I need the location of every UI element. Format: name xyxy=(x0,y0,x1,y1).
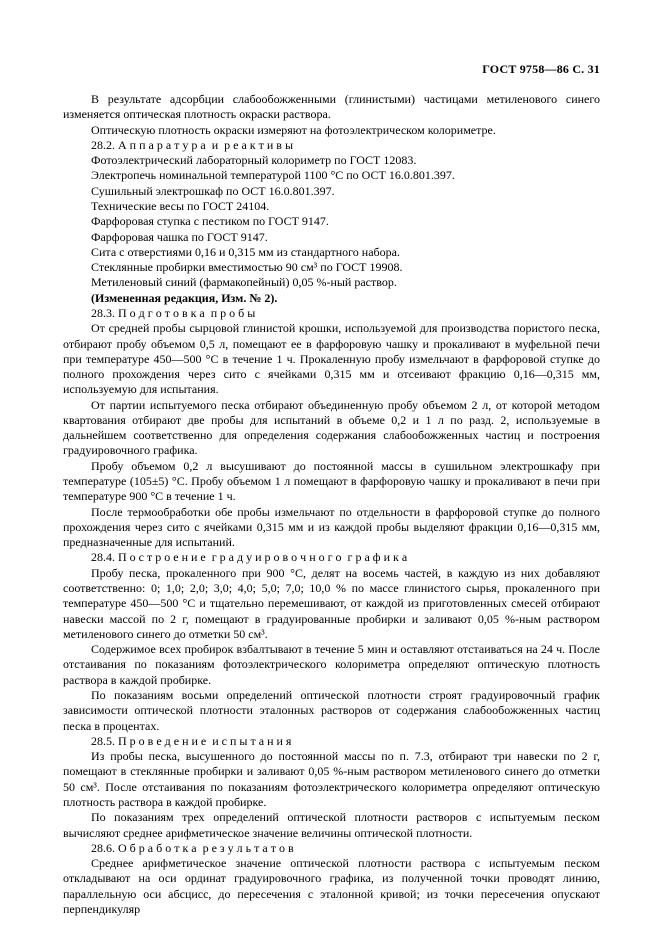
paragraph: Фотоэлектрический лабораторный колориметр по ГОСТ 12083. xyxy=(91,153,417,168)
paragraph: Оптическую плотность окраски измеряют на фотоэлектрическом колориметре. xyxy=(91,122,496,137)
paragraph: Содержимое всех пробирок взбалтывают в течение 5 мин и оставляют отстаиваться на 24 ч. После отстаивания по показаниям фотоэлектрического колориметра определяют оптическую плотность раствора в каждой пробирке. xyxy=(63,642,600,687)
section-heading: 28.5. П р о в е д е н и е и с п ы т а н и я xyxy=(91,733,292,748)
paragraph: От средней пробы сырцовой глинистой крошки, используемой для производства пористого песка, отбирают пробу объемом 0,5 л, помещают ее в фарфоровую чашку и прокаливают в муфельной печи при температуре 450—500 °С в течение 1 ч. Прокаленную пробу измельчают в фарфоровой ступке до полного прохождения через сито с ячейками 0,315 мм и отсеивают фракцию 0,16—0,315 мм, используемую для испытания. xyxy=(63,321,600,397)
paragraph: Пробу песка, прокаленного при 900 °С, делят на восемь частей, в каждую из них добавляют соответственно: 0; 1,0; 2,0; 3,0; 4,0; 5,0; 7,0; 10,0 % по массе глинистого сырья, прокаленного при температуре 450—500 °С и тщательно перемешивают, от каждой из приготовленных смесей отбирают навески массой по 2 г, помещают в градуированные пробирки и заливают 0,05 %-ным раствором метиленового синего до отметки 50 см³. xyxy=(63,565,600,641)
paragraph: После термообработки обе пробы измельчают по отдельности в фарфоровой ступке до полного прохождения через сито с ячейками 0,315 мм и из каждой пробы выделяют фракции 0,16—0,315 мм, предназначенные для испытаний. xyxy=(63,504,600,550)
paragraph: Метиленовый синий (фармакопейный) 0,05 %-ный раствор. xyxy=(91,275,397,290)
paragraph: Технические весы по ГОСТ 24104. xyxy=(91,198,270,213)
paragraph: Стеклянные пробирки вместимостью 90 см³ по ГОСТ 19908. xyxy=(91,260,403,275)
paragraph: Фарфоровая чашка по ГОСТ 9147. xyxy=(91,229,268,244)
paragraph: В результате адсорбции слабообожженными (глинистыми) частицами метиленового синего изменяется оптическая плотность окраски раствора. xyxy=(63,92,600,122)
paragraph: Из пробы песка, высушенного до постоянной массы по п. 7.3, отбирают три навески по 2 г, помещают в стеклянные пробирки и заливают 0,05 %-ным раствором метиленового синего до отметки 50 см³. После отстаивания по показаниям фотоэлектрического колориметра определяют оптическую плотность раствора в каждой пробирке. xyxy=(63,749,600,809)
paragraph: От партии испытуемого песка отбирают объединенную пробу объемом 2 л, от которой методом квартования отбирают две пробы для испытаний в объеме 0,2 и 1 л по разд. 2, используемые в дальнейшем соответственно для определения содержания слабообожженных частиц и построения градуировочного графика. xyxy=(63,397,600,458)
page-header: ГОСТ 9758—86 С. 31 xyxy=(482,62,600,76)
section-heading: 28.2. А п п а р а т у р а и р е а к т и в ы xyxy=(91,137,294,152)
paragraph: Сушильный электрошкаф по ОСТ 16.0.801.397. xyxy=(91,183,335,198)
paragraph: Фарфоровая ступка с пестиком по ГОСТ 9147. xyxy=(91,214,329,229)
note-paragraph: (Измененная редакция, Изм. № 2). xyxy=(91,290,278,305)
paragraph: По показаниям трех определений оптической плотности растворов с испытуемым песком вычисляют среднее арифметическое значение величины оптической плотности. xyxy=(63,810,600,840)
paragraph: Среднее арифметическое значение оптической плотности раствора с испытуемым песком откладывают на оси ординат градуировочного графика, из полученной точки проводят линию, параллельную оси абсцисс, до пересечения с эталонной кривой; из точки пересечения опускают перпендикуляр xyxy=(63,856,600,916)
paragraph: Пробу объемом 0,2 л высушивают до постоянной массы в сушильном электрошкафу при температуре (105±5) °С. Пробу объемом 1 л помещают в фарфоровую чашку и прокаливают в печи при температуре 900 °С в течение 1 ч. xyxy=(63,458,600,504)
section-heading: 28.6. О б р а б о т к а р е з у л ь т а т о в xyxy=(91,840,294,855)
paragraph: Электропечь номинальной температурой 1100 °С по ОСТ 16.0.801.397. xyxy=(91,168,455,183)
section-heading: 28.3. П о д г о т о в к а п р о б ы xyxy=(91,305,256,320)
paragraph: По показаниям восьми определений оптической плотности строят градуировочный график зависимости оптической плотности эталонных растворов от содержания слабообожженных частиц песка в процентах. xyxy=(63,687,600,733)
document-body xyxy=(63,92,600,917)
section-heading: 28.4. П о с т р о е н и е г р а д у и р о в о ч н о г о г р а ф и к а xyxy=(91,550,408,565)
paragraph: Сита с отверстиями 0,16 и 0,315 мм из стандартного набора. xyxy=(91,244,400,259)
